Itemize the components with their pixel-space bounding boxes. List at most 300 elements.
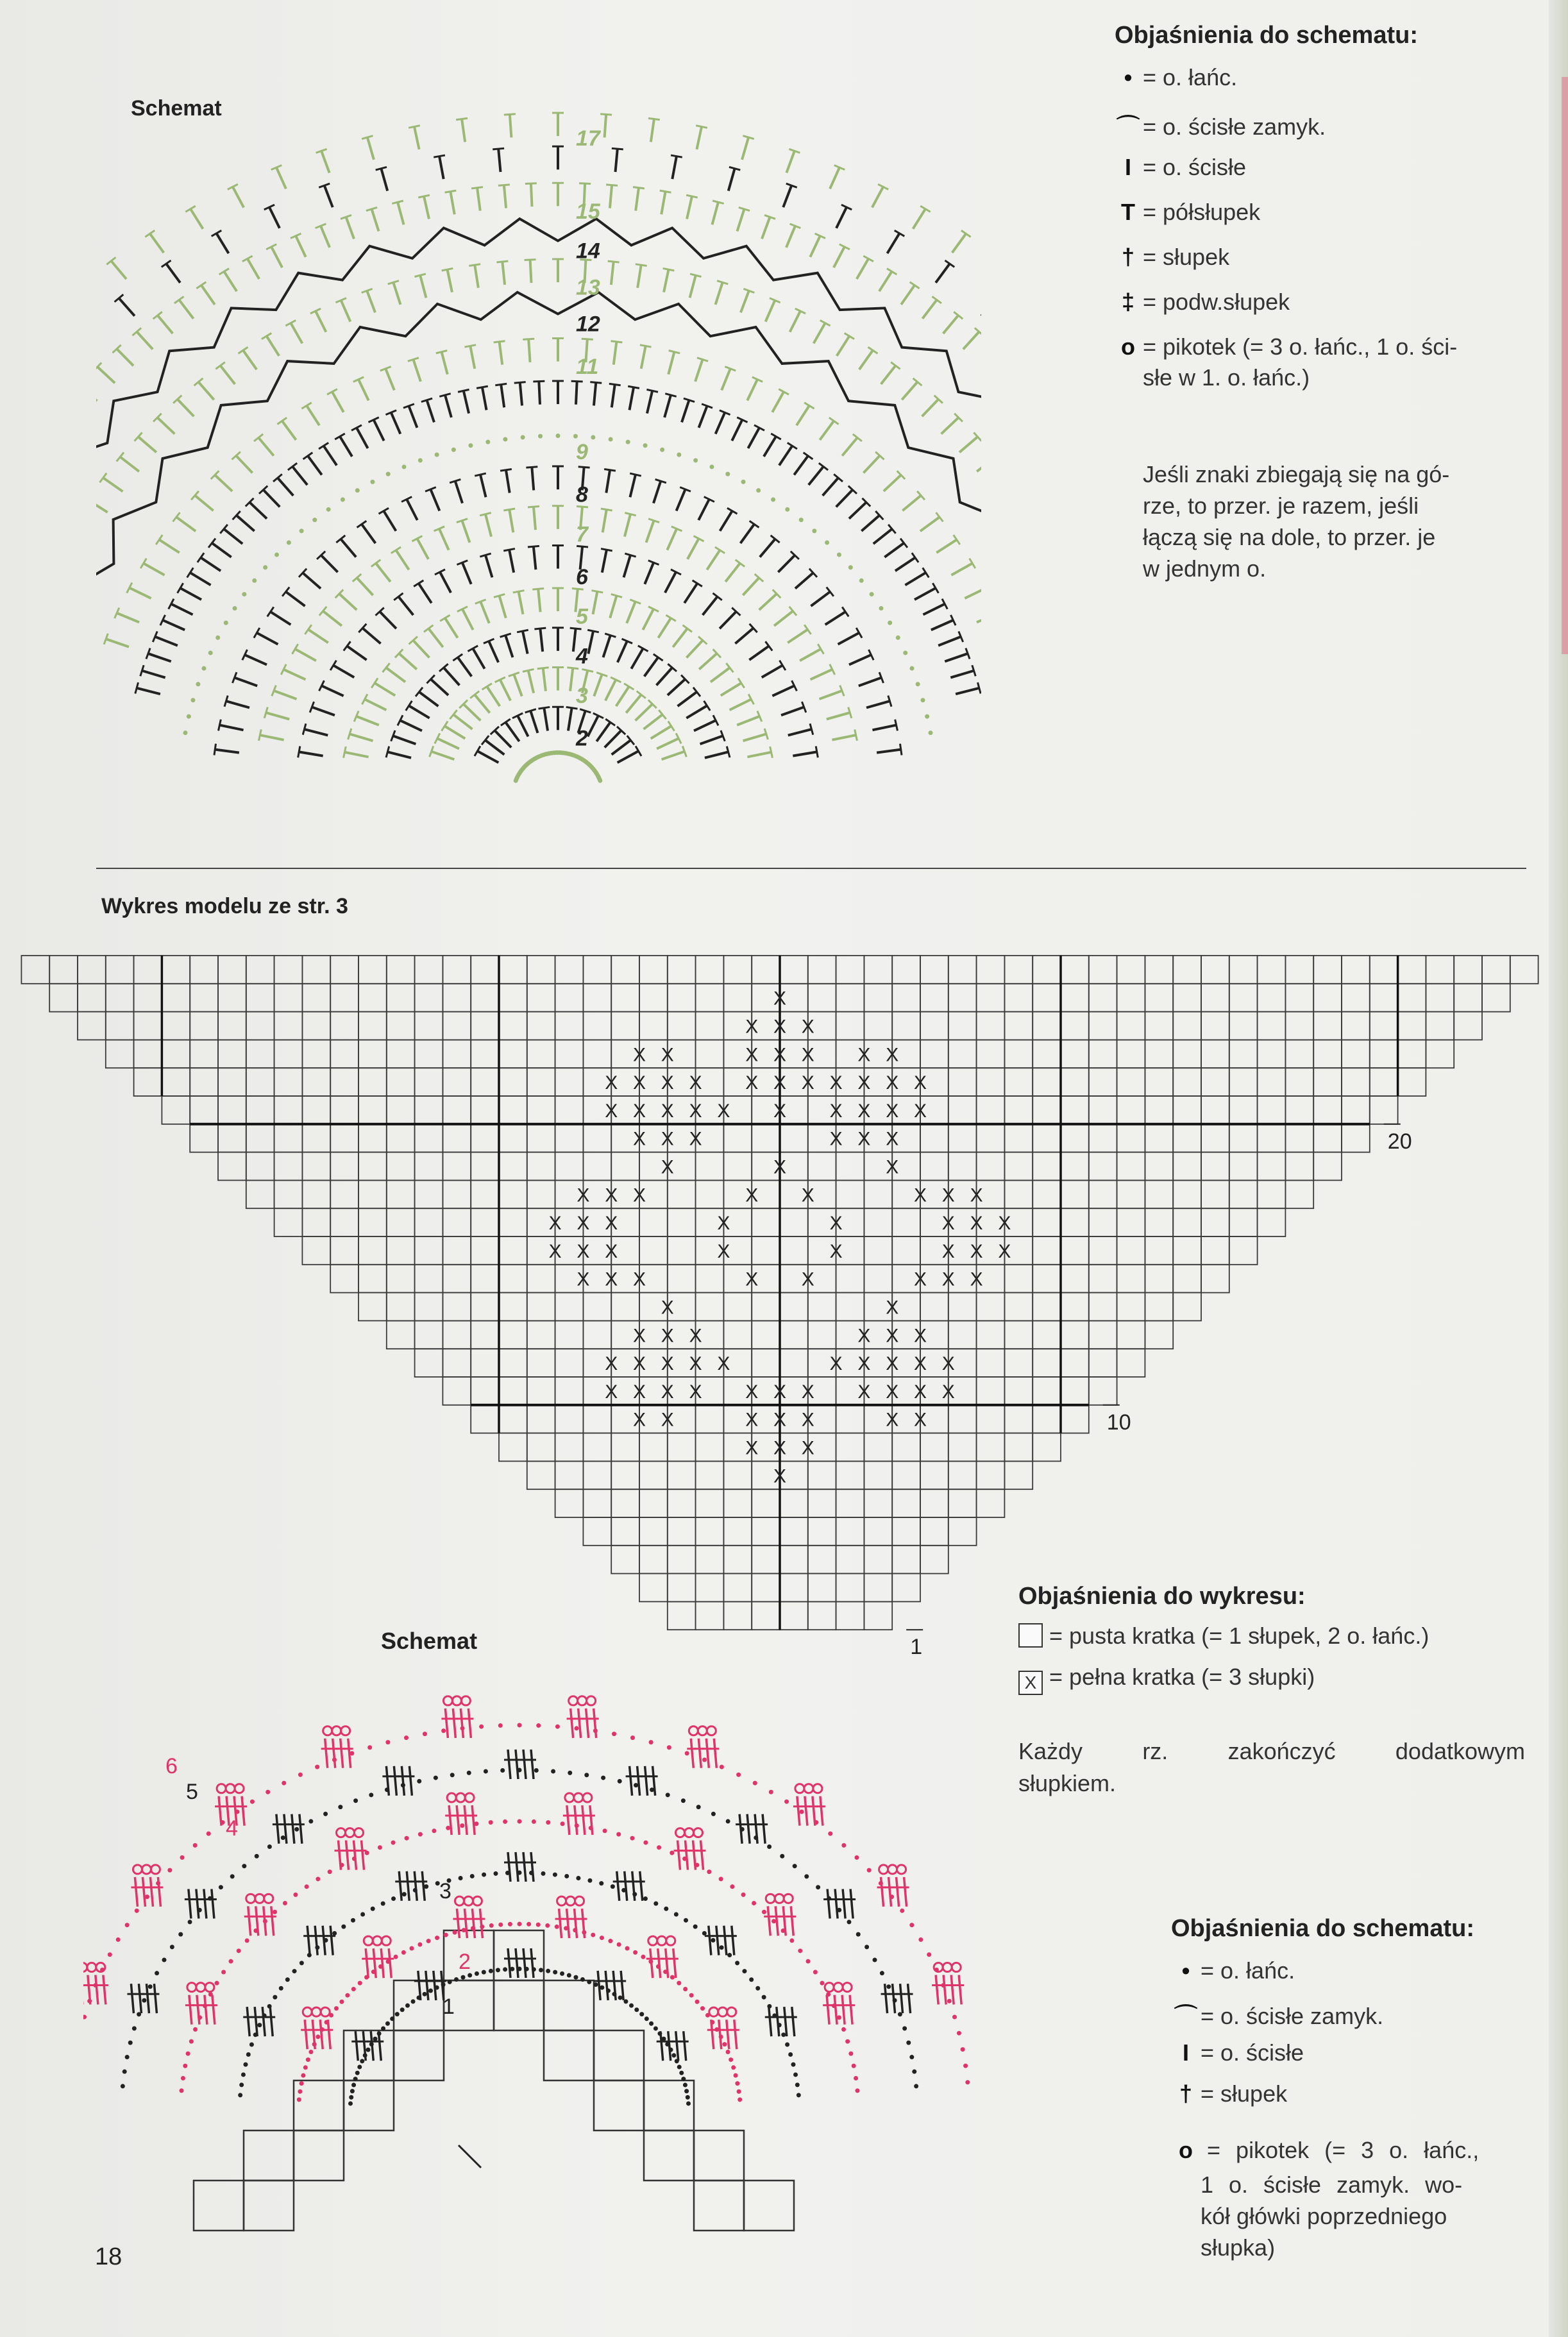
filled-cell-x: X [745,1185,759,1206]
grid-cell [1004,1461,1033,1489]
grid-cell [244,2130,294,2181]
grid-cell [1089,1012,1117,1040]
chain-dot [752,1901,756,1905]
grid-cell [1089,1040,1117,1068]
chain-dot [767,1844,771,1849]
picot [456,1793,465,1802]
stitch-cap [526,467,537,468]
stitch-mark [464,1805,467,1835]
stitch-mark [248,1906,251,1936]
chain-dot [385,2021,390,2026]
grid-cell [1370,1012,1398,1040]
stitch-mark [340,437,352,457]
grid-cell [723,1489,752,1517]
stitch-mark [797,1796,800,1826]
chain-dot [670,1975,675,1980]
stitch-cap [646,389,658,392]
grid-cell [1117,956,1145,984]
grid-cell [302,1040,330,1068]
chain-dot [167,1868,172,1873]
stitch-cap [855,729,857,741]
filled-cell-x: X [661,1072,674,1094]
stitch-cap [636,264,647,266]
stitch-mark [737,716,759,725]
grid-cell [1482,956,1510,984]
chart-legend-note-2: słupkiem. [1018,1770,1117,1796]
chain-dot [771,498,775,502]
top-legend-text: = o. ścisłe zamyk. [1143,114,1326,140]
grid-cell [1482,984,1510,1012]
stitch-mark [237,516,255,531]
chain-dot [653,1902,658,1906]
grid-cell [527,1461,555,1489]
grid-cell [499,984,527,1012]
grid-cell [977,1012,1005,1040]
filled-cell-x: X [773,1381,787,1403]
chain-dot [683,1987,687,1991]
stitch-mark [661,2031,663,2061]
stitch-mark [567,1805,569,1835]
grid-cell [78,984,106,1012]
stitch-mark [922,400,939,417]
stitch-cap [648,118,660,119]
stitch-mark [236,456,252,473]
top-legend-symbol: † [1121,244,1135,270]
stitch-mark [614,342,617,365]
chain-dot [518,1819,522,1824]
filled-cell-x: X [913,1381,927,1403]
chain-dot [541,1871,546,1876]
filled-cell-x: X [801,1381,814,1403]
stitch-mark [462,521,469,543]
chain-dot [683,2083,687,2088]
grid-cell [471,1152,499,1181]
stitch-mark [401,1766,404,1796]
grid-cell [1285,1012,1313,1040]
chain-dot [467,1771,471,1775]
grid-cell [471,1293,499,1321]
chain-dot [709,464,714,469]
stitch-cap [357,521,367,527]
picot [648,1936,657,1945]
stitch-mark [264,490,280,507]
chain-dot [584,1773,589,1777]
stitch-mark [494,730,511,747]
picot [355,1828,364,1837]
filled-cell-x: X [857,1128,871,1150]
stitch-mark [673,629,687,647]
stitch-cap [750,521,759,527]
chain-dot [837,552,841,557]
stitch-mark [737,209,744,232]
grid-cell [358,1124,387,1152]
grid-cell [555,1489,584,1517]
stitch-mark [662,752,685,759]
chain-dot [600,1936,604,1940]
grid-cell [1370,1096,1398,1124]
stitch-mark [645,657,659,677]
chain-dot [394,1955,398,1959]
grid-cell [892,1236,920,1265]
stitch-cap [145,230,155,237]
grid-cell [387,1124,415,1152]
filled-cell-x: X [745,1437,759,1459]
chain-dot [381,1902,385,1906]
grid-cell [723,1152,752,1181]
stitch-mark [729,169,735,191]
grid-cell [892,1433,920,1462]
stitch-mark [781,707,804,716]
grid-cell [330,1208,358,1236]
chain-dot [593,1982,598,1987]
fan-round [96,113,981,371]
stitch-mark [508,1750,510,1779]
picot [888,1865,897,1874]
grid-cell [344,2030,394,2080]
stitch-cap [528,546,539,547]
stitch-mark [643,609,653,630]
picot [775,1894,784,1903]
chain-dot [426,1939,431,1943]
filled-cell-x: X [773,1437,787,1459]
stitch-mark [664,269,668,292]
chain-dot [215,1981,219,1986]
filled-cell-x: X [632,1409,646,1431]
filled-cell-x: X [632,1100,646,1122]
grid-cell [274,1040,303,1068]
chain-dot [484,1769,488,1773]
stitch-mark [508,1948,510,1978]
stitch-mark [657,668,673,685]
grid-cell [696,956,724,984]
grid-cell [1201,1152,1229,1181]
stitch-mark [195,496,214,511]
chain-dot [598,779,602,783]
stitch-mark [385,369,394,391]
stitch-mark [672,156,677,180]
stitch-cap [945,260,954,267]
stitch-mark [783,185,791,207]
stitch-mark [889,1877,891,1907]
grid-cell [977,1349,1005,1377]
stitch-mark [530,711,537,732]
chain-dot [316,2034,320,2039]
grid-cell [527,1405,555,1433]
chain-dot [611,1884,615,1889]
stitch-mark [457,1909,459,1938]
stitch-mark [636,188,639,211]
stitch-mark [814,323,825,344]
chain-dot [799,518,804,522]
grid-cell [302,1152,330,1181]
stitch-cap [804,453,813,459]
grid-cell [1145,1096,1173,1124]
stitch-mark [407,500,417,520]
chain-dot [246,2052,251,2057]
stitch-mark [534,507,535,530]
stitch-cap [533,381,544,382]
picot [843,1983,852,1992]
chain-dot [132,2026,137,2030]
filled-cell-x: X [829,1072,843,1094]
chain-dot [927,1952,931,1957]
stitch-mark [857,258,868,279]
stitch-mark [217,233,229,253]
chain-dot [371,1907,375,1911]
grid-cell [1033,1349,1061,1377]
stitch-cap [434,155,445,157]
stitch-mark [605,114,607,137]
grid-cell [668,1012,696,1040]
grid-cell [387,1068,415,1096]
stitch-mark [439,156,444,180]
picot [879,1865,888,1874]
stitch-mark [610,596,616,618]
grid-cell [358,956,387,984]
stitch-mark [850,1995,852,2025]
grid-cell [1117,1012,1145,1040]
stitch-mark [445,1708,448,1738]
round-number-label: 9 [576,440,588,464]
grid-cell [723,1461,752,1489]
picot [685,1828,694,1837]
chain-dot [460,1823,464,1828]
stitch-mark [299,1814,302,1844]
stitch-mark [271,247,282,267]
stitch-mark [897,1877,899,1907]
grid-cell [977,1489,1005,1517]
grid-cell [1370,1068,1398,1096]
grid-cell [1004,1293,1033,1321]
chain-dot [188,1919,192,1924]
grid-cell [1089,1152,1117,1181]
stitch-mark [849,502,866,519]
chain-dot [451,448,456,452]
filled-cell-x: X [745,1044,759,1066]
stitch-mark [414,127,419,149]
stitch-mark [888,233,900,253]
grid-cell [977,1377,1005,1405]
chain-dot [191,698,196,702]
stitch-mark [482,387,487,410]
stitch-mark [398,596,413,615]
grid-cell [780,1601,808,1630]
stitch-mark [586,1708,589,1738]
chain-dot [294,1827,299,1832]
chain-dot [626,440,630,444]
grid-cell [1229,1152,1258,1181]
stitch-mark [163,620,185,630]
stitch-mark [391,412,401,434]
stitch-mark [741,291,749,312]
stitch-mark [333,665,354,677]
chain-dot [186,2052,190,2056]
grid-cell [1201,1180,1229,1208]
grid-cell [387,1040,415,1068]
stitch-mark [504,185,506,208]
stitch-mark [346,1841,349,1870]
chain-dot [299,2081,304,2086]
stitch-cap [409,126,420,128]
stitch-mark [150,233,164,253]
grid-cell [1089,1096,1117,1124]
grid-cell [1454,1012,1482,1040]
stitch-mark [943,1975,946,2004]
stitch-mark [325,1739,328,1768]
stitch-mark [696,127,702,149]
chain-dot [952,2015,957,2020]
grid-cell [780,1489,808,1517]
top-legend-text: = podw.słupek [1143,289,1290,315]
stitch-mark [578,1708,581,1738]
picot [246,1894,255,1903]
stitch-mark [358,380,369,401]
stitch-mark [687,640,703,657]
grid-cell [948,1012,977,1040]
filled-cell-x: X [913,1325,927,1347]
grid-cell [190,1040,218,1068]
stitch-mark [276,1814,279,1844]
stitch-mark [721,683,741,696]
chain-dot [345,1993,350,1998]
chain-dot [731,2065,736,2070]
chain-dot [255,1854,259,1859]
stitch-mark [473,648,484,669]
grid-cell [1398,984,1426,1012]
stitch-mark [376,563,391,582]
picot [575,1896,584,1905]
stitch-mark [150,1877,153,1907]
grid-cell [1033,1320,1061,1349]
picot [565,1793,574,1802]
stitch-cap [528,506,539,507]
grid-cell [808,1601,836,1630]
chain-dot [332,1931,337,1936]
picot [452,1696,461,1705]
stitch-mark [775,1906,778,1936]
chain-dot [527,1922,531,1927]
stitch-mark [477,188,480,211]
grid-cell [1061,1012,1089,1040]
stitch-mark [269,207,280,228]
grid-cell [471,1012,499,1040]
stitch-cap [633,187,645,189]
grid-cell [1229,984,1258,1012]
chain-dot [902,2026,907,2030]
chain-dot [880,1971,884,1975]
round-number-label: 3 [439,1879,451,1903]
grid-cell [1285,1096,1313,1124]
grid-cell [1313,956,1342,984]
grid-cell [1229,1096,1258,1124]
chain-dot [468,443,473,448]
grid-cell [594,2080,644,2130]
stitch-mark [700,736,723,744]
grid-cell [49,956,78,984]
grid-cell [387,1096,415,1124]
stitch-mark [749,646,768,660]
stitch-cap [469,264,480,266]
picot [709,2007,718,2016]
grid-cell [864,1546,892,1574]
chain-dot [358,1981,362,1986]
stitch-mark [283,670,305,680]
chain-dot [498,1923,503,1927]
stitch-mark [598,1971,600,2000]
chain-dot [608,1939,612,1943]
chain-dot [618,1995,623,2000]
chain-dot [228,1959,233,1964]
stitch-mark [612,385,615,408]
chain-dot [695,2000,700,2004]
filled-cell-x: X [941,1240,955,1262]
picot [689,1726,698,1735]
grid-cell [246,1040,274,1068]
stitch-mark [645,1766,648,1796]
stitch-mark [676,2031,679,2061]
stitch-mark [716,412,725,434]
chain-dot [726,1819,730,1823]
grid-cell [752,1293,780,1321]
round-number-label: 13 [576,275,600,300]
bottom-legend-text: = o. ścisłe [1201,2039,1304,2066]
filled-cell-x: X [577,1240,590,1262]
stitch-mark [344,752,368,757]
stitch-mark [374,420,384,441]
chain-dot [181,2076,185,2080]
stitch-mark [296,236,305,257]
grid-cell [583,1405,611,1433]
chain-dot [785,2042,789,2046]
grid-cell [948,1489,977,1517]
stitch-cap [214,744,216,755]
filled-cell-x: X [632,1269,646,1290]
chain-dot [643,443,648,448]
stitch-cap [436,350,447,353]
picot [464,1896,473,1905]
grid-cell [639,1517,668,1546]
grid-cell [864,1180,892,1208]
stitch-mark [711,668,730,682]
chain-dot [870,592,874,596]
grid-cell [1370,956,1398,984]
grid-cell [190,984,218,1012]
picot [465,1793,474,1802]
grid-cell [1089,1068,1117,1096]
grid-cell [1285,1124,1313,1152]
filled-cell-x: X [632,1353,646,1375]
grid-cell [1285,1068,1313,1096]
stitch-mark [712,202,718,224]
chain-dot [551,1769,555,1773]
picot [578,1696,587,1705]
grid-cell [864,1265,892,1293]
grid-cell [1061,1349,1089,1377]
stitch-cap [493,148,504,149]
stitch-mark [727,2020,729,2049]
stitch-cap [501,719,510,725]
stitch-mark [180,588,201,600]
grid-cell [274,956,303,984]
stitch-mark [923,604,945,615]
grid-cell [696,1461,724,1489]
stitch-cap [471,187,483,189]
chain-dot [573,1975,578,1980]
chain-dot [418,458,423,462]
grid-cell [106,1040,134,1068]
grid-cell [1313,1152,1342,1181]
grid-cell [836,1461,864,1489]
